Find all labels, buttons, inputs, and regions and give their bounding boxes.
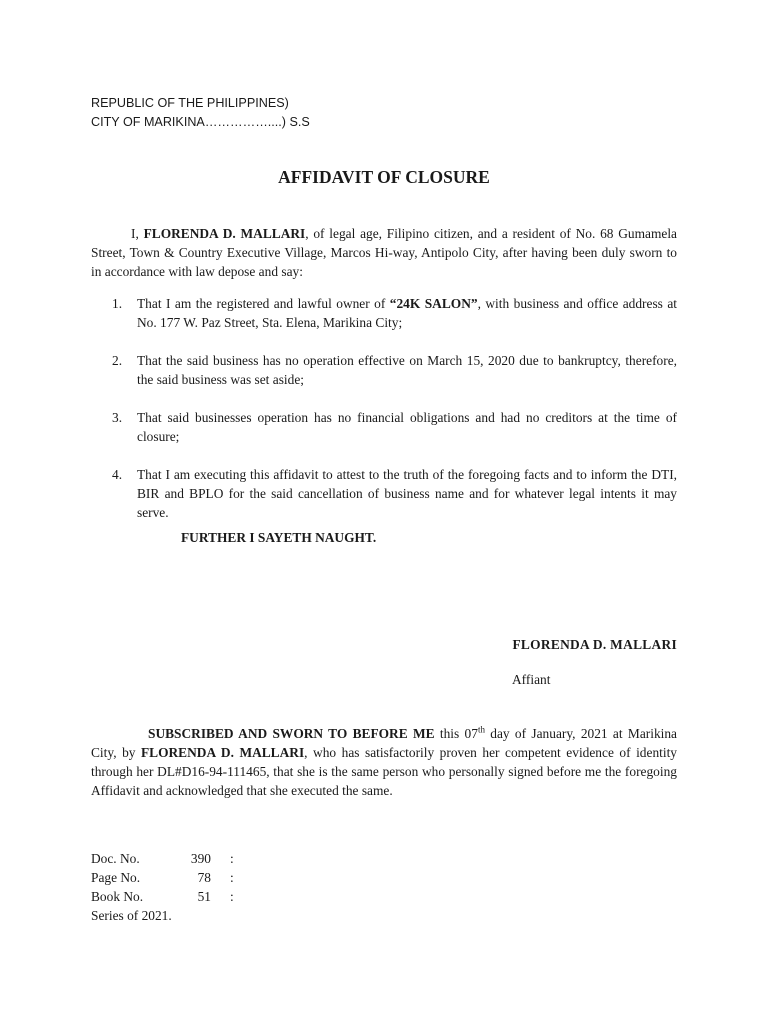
document-title: AFFIDAVIT OF CLOSURE [278, 167, 490, 187]
item-text: That the said business has no operation effective on March 15, 2020 due to bankruptcy, therefore, the said business was set aside; [137, 353, 677, 387]
item-text: That I am the registered and lawful owner of [137, 296, 390, 311]
venue-line-republic: REPUBLIC OF THE PHILIPPINES) [91, 96, 289, 110]
doc-number-label: Doc. No. [91, 851, 140, 866]
intro-text: , of legal age, Filipino citizen, and a resident of No. 68 Gumamela Street, Town & Country Executive Village, Marcos Hi-way, Antipolo City, after having been duly sworn to in accordance with law depose and say: [91, 226, 677, 279]
intro-paragraph [91, 224, 677, 281]
colon: : [230, 870, 234, 885]
jurat-ordinal-suffix: th [477, 724, 485, 735]
jurat-lead: SUBSCRIBED AND SWORN TO BEFORE ME [148, 726, 435, 741]
affiant-label: Affiant [512, 672, 551, 687]
jurat-affiant-name: FLORENDA D. MALLARI [140, 745, 305, 760]
page-number-value: 78 [197, 870, 211, 885]
jurat-text: day of January, 2021 at Marikina City, by [91, 726, 678, 760]
item-number: 2. [112, 353, 123, 368]
affiant-signature-name: FLORENDA D. MALLARI [512, 637, 677, 652]
book-number-label: Book No. [91, 889, 144, 904]
jurat-text: this 07 [434, 726, 478, 741]
item-text: That said businesses operation has no financial obligations and had no creditors at the time of closure; [137, 410, 677, 444]
statement-item [91, 465, 677, 522]
statement-list [91, 294, 677, 541]
venue-block [91, 94, 310, 132]
statement-item [91, 351, 677, 389]
colon: : [230, 889, 234, 904]
statement-item [91, 408, 677, 446]
item-number: 3. [112, 410, 123, 425]
series-label: Series of 2021. [91, 908, 172, 923]
item-number: 1. [112, 296, 123, 311]
statement-item [91, 294, 677, 332]
item-text: , with business and office address at No. 177 W. Paz Street, Sta. Elena, Marikina City; [137, 296, 677, 330]
colon: : [230, 851, 234, 866]
jurat-text: , who has satisfactorily proven her competent evidence of identity through her DL#D16-94-111465, that she is the same person who personally signed before me the foregoing Affidavit and acknowledged that she executed the same. [91, 745, 677, 798]
closing-statement: FURTHER I SAYETH NAUGHT. [181, 530, 377, 545]
book-number-value: 51 [197, 889, 211, 904]
jurat-paragraph [91, 724, 677, 800]
item-number: 4. [112, 467, 123, 482]
page-number-label: Page No. [91, 870, 141, 885]
business-name: “24K SALON” [389, 296, 478, 311]
item-text: That I am executing this affidavit to attest to the truth of the foregoing facts and to inform the DTI, BIR and BPLO for the said cancellation of business name and for whatever legal intents it may serve. [137, 467, 677, 520]
venue-line-city: CITY OF MARIKINA……………....) S.S [91, 115, 310, 129]
intro-prefix: I, [131, 226, 144, 241]
affiant-name-inline: FLORENDA D. MALLARI [143, 226, 306, 241]
doc-number-value: 390 [190, 851, 211, 866]
